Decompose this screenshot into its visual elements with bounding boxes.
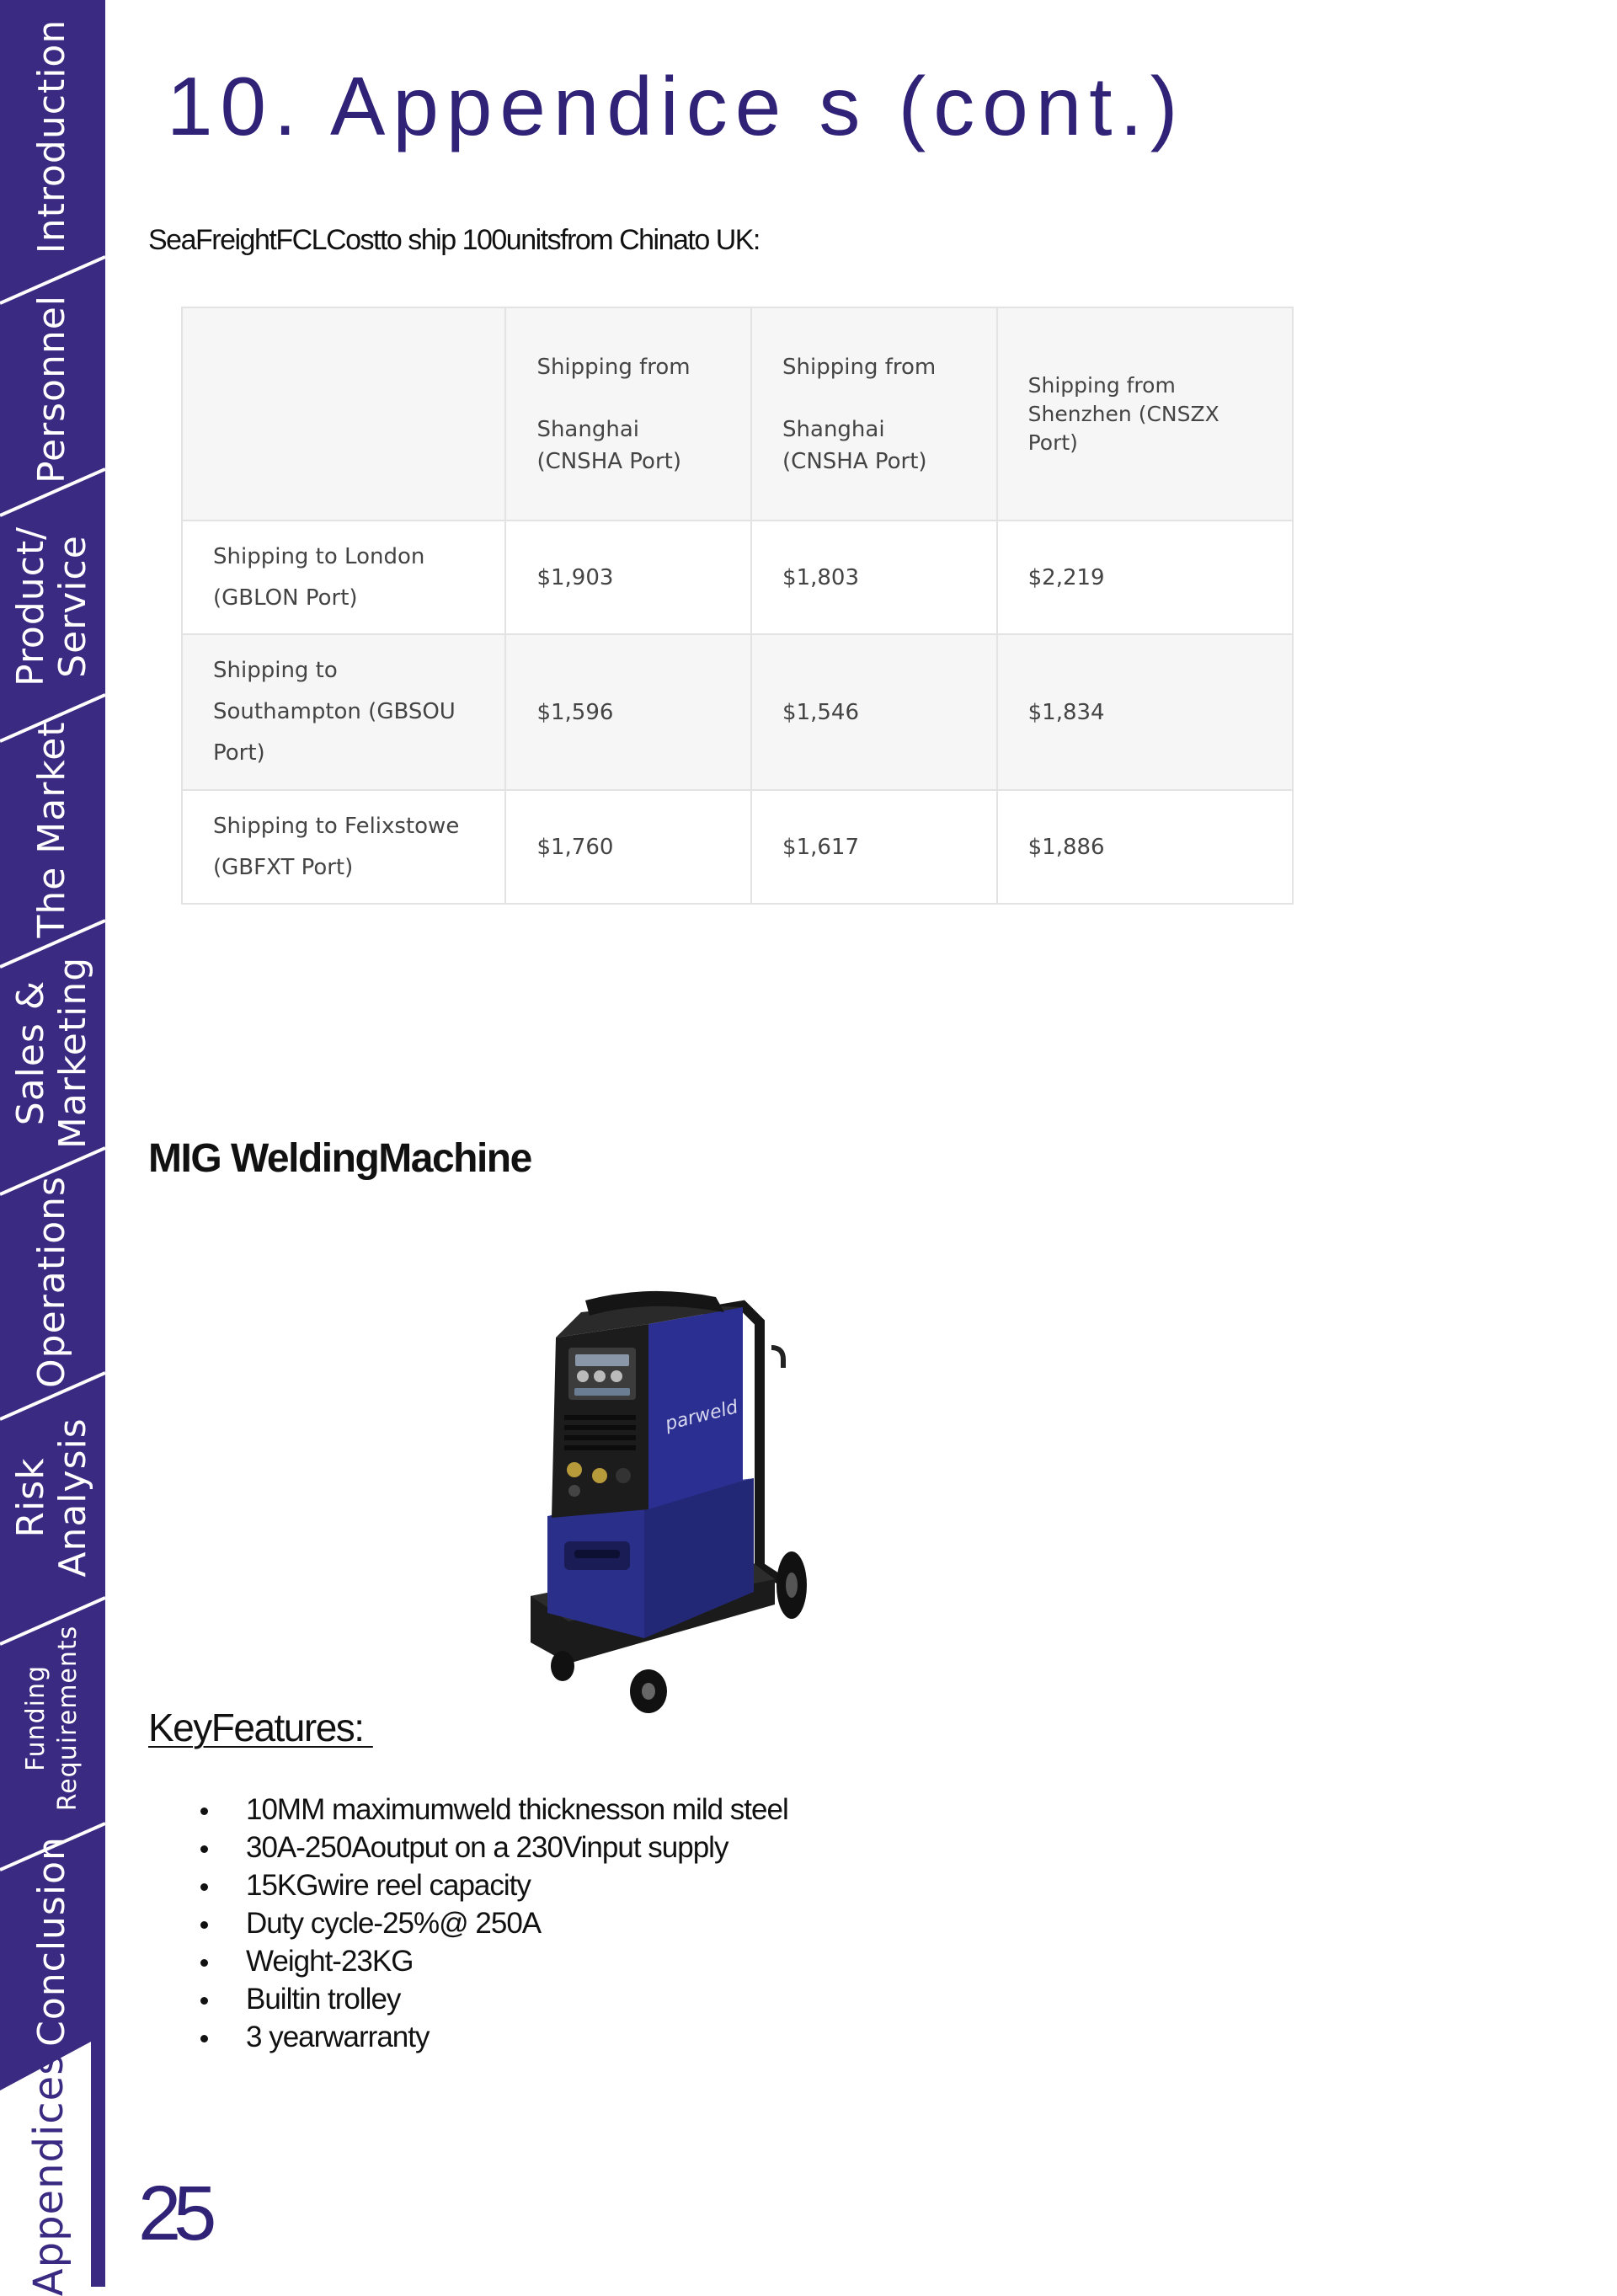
table-cell: $1,803 bbox=[751, 521, 997, 634]
list-item: 15KGwire reel capacity bbox=[199, 1866, 788, 1904]
welder-body bbox=[552, 1291, 743, 1518]
column-header: Shipping from Shanghai (CNSHA Port) bbox=[505, 307, 751, 521]
page-number: 25 bbox=[138, 2171, 210, 2256]
table-cell: $1,617 bbox=[751, 790, 997, 904]
table-cell: $2,219 bbox=[997, 521, 1293, 634]
list-item: 3 yearwarranty bbox=[199, 2018, 788, 2056]
page-title: 10. Appendice s (cont.) bbox=[167, 60, 1186, 152]
table-cell: $1,834 bbox=[997, 634, 1293, 790]
table-caption: SeaFreightFCLCostto ship 100unitsfrom Chinato UK: bbox=[148, 224, 760, 256]
section-sidebar: Introduction Personnel Product/ Service The Market Sales & Marketing Operations Risk Analysis Funding Requirements Conclusion Appendices bbox=[0, 0, 105, 2287]
table-cell: $1,886 bbox=[997, 790, 1293, 904]
list-item: Weight-23KG bbox=[199, 1942, 788, 1980]
table-row bbox=[182, 521, 1293, 634]
column-header: Shipping from Shenzhen (CNSZX Port) bbox=[997, 307, 1293, 521]
table-cell: $1,760 bbox=[505, 790, 751, 904]
features-list bbox=[199, 1791, 788, 2056]
welding-machine-image bbox=[522, 1289, 834, 1727]
table-header-row bbox=[182, 307, 1293, 521]
list-item: Builtin trolley bbox=[199, 1980, 788, 2018]
row-label: Shipping to Southampton (GBSOU Port) bbox=[182, 634, 505, 790]
table-cell: $1,546 bbox=[751, 634, 997, 790]
freight-cost-table bbox=[181, 307, 1294, 905]
table-cell: $1,903 bbox=[505, 521, 751, 634]
column-header: Shipping from Shanghai (CNSHA Port) bbox=[751, 307, 997, 521]
row-label: Shipping to Felixstowe (GBFXT Port) bbox=[182, 790, 505, 904]
table-row bbox=[182, 790, 1293, 904]
features-heading: KeyFeatures: bbox=[148, 1706, 373, 1749]
list-item: 10MM maximumweld thicknesson mild steel bbox=[199, 1791, 788, 1829]
list-item: Duty cycle-25%@ 250A bbox=[199, 1904, 788, 1942]
list-item: 30A-250Aoutput on a 230Vinput supply bbox=[199, 1829, 788, 1866]
table-corner-cell bbox=[182, 307, 505, 521]
product-heading: MIG WeldingMachine bbox=[148, 1136, 531, 1181]
brand-logo: parweld bbox=[663, 1396, 740, 1435]
table-row bbox=[182, 634, 1293, 790]
table-cell: $1,596 bbox=[505, 634, 751, 790]
row-label: Shipping to London (GBLON Port) bbox=[182, 521, 505, 634]
